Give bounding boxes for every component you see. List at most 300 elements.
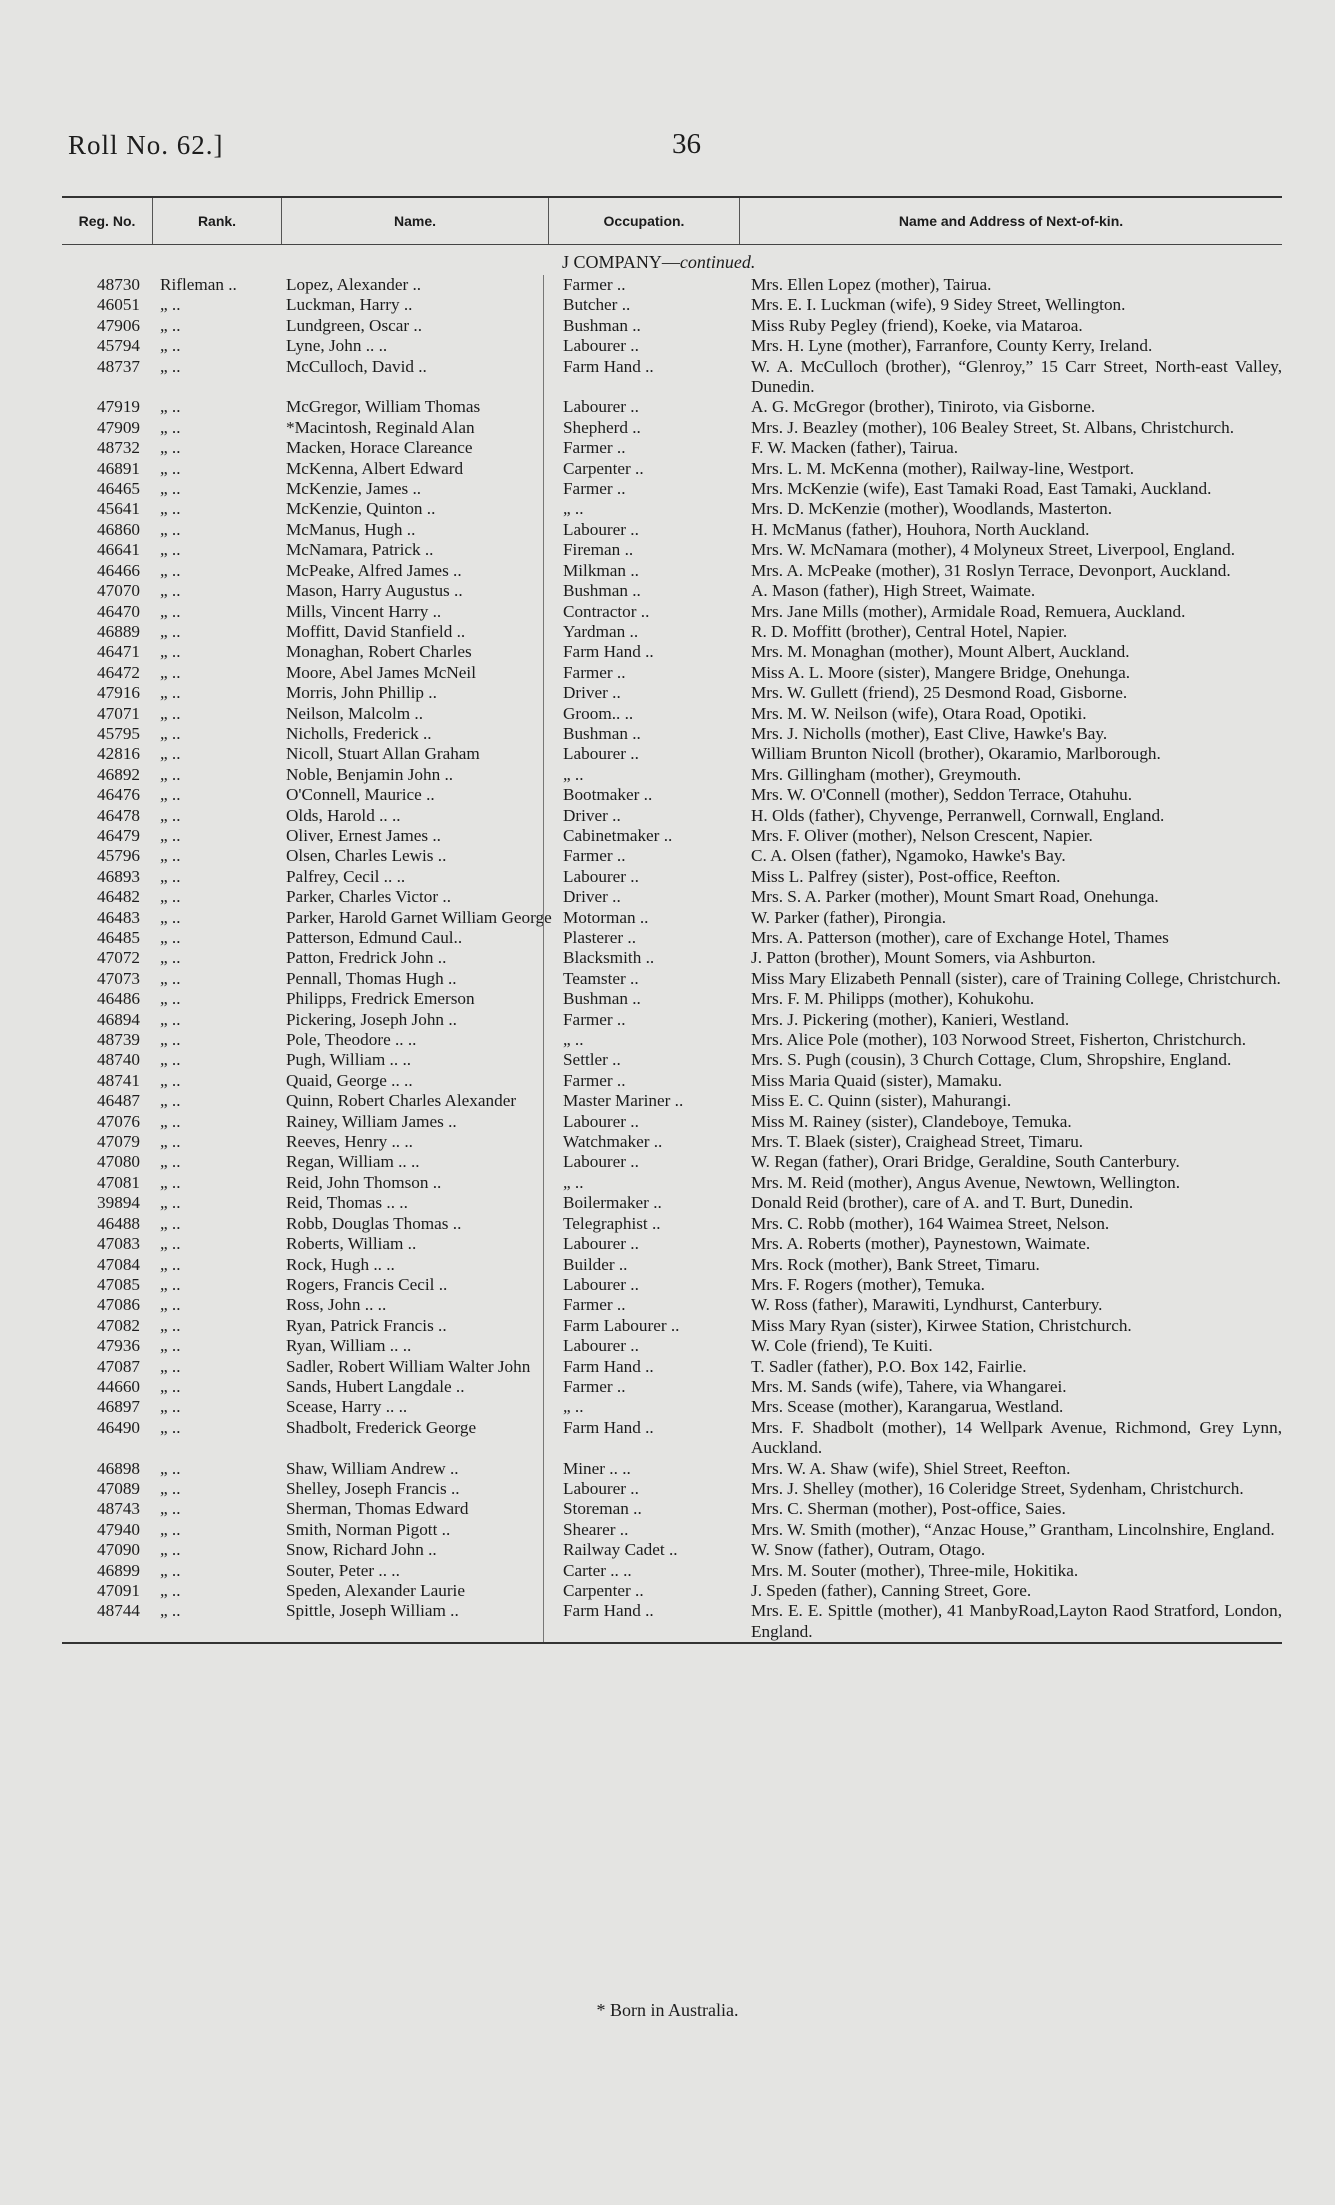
name-cell: *Macintosh, Reginald Alan [286,417,475,437]
next-of-kin-cell: J. Patton (brother), Mount Somers, via Ashburton. [751,948,1096,968]
name-cell: Patterson, Edmund Caul.. [286,928,463,947]
name-cell: McManus, Hugh .. [286,519,416,539]
next-of-kin-cell: Mrs. M. Reid (mother), Angus Avenue, Newtown, Wellington. [751,1172,1181,1192]
reg-no-cell: 46899 [97,1560,140,1580]
next-of-kin-cell: Mrs. L. M. McKenna (mother), Railway-line, Westport. [751,458,1135,478]
occupation-cell: Farmer .. [563,479,626,499]
next-of-kin-cell: Mrs. A. Roberts (mother), Paynestown, Waimate. [751,1234,1091,1254]
table-row [62,438,1282,458]
table-row [62,1295,1282,1315]
next-of-kin-cell: Mrs. W. McNamara (mother), 4 Molyneux Street, Liverpool, England. [751,540,1236,560]
occupation-cell: Driver .. [563,887,621,907]
table-row [62,1255,1282,1275]
nominal-roll-table [62,196,1282,1644]
name-cell: Sadler, Robert William Walter John [286,1356,531,1376]
name-cell: Quaid, George .. .. [286,1070,413,1090]
occupation-cell: Bushman .. [563,581,641,601]
table-row [62,989,1282,1009]
page-header [62,130,1282,170]
name-cell: Ross, John .. .. [286,1295,387,1315]
occupation-cell: Labourer .. [563,1274,639,1294]
name-cell: Reid, Thomas .. .. [286,1193,408,1213]
name-cell: Palfrey, Cecil .. .. [286,866,406,886]
next-of-kin-cell: Mrs. M. W. Neilson (wife), Otara Road, Opotiki. [751,703,1087,723]
reg-no-cell: 47936 [97,1336,140,1356]
reg-no-cell: 46641 [97,540,140,560]
occupation-cell: „ .. [563,764,584,784]
table-row [62,1193,1282,1213]
table-row [62,275,1282,295]
table-row [62,459,1282,479]
next-of-kin-cell: Miss Mary Ryan (sister), Kirwee Station, Christchurch. [751,1315,1132,1335]
reg-no-cell: 46471 [97,642,140,662]
rank-cell: „ .. [160,499,181,519]
next-of-kin-cell: Mrs. F. Shadbolt (mother), 14 Wellpark Avenue, Richmond, Grey Lynn, Auckland. [751,1417,1282,1458]
reg-no-cell: 47906 [97,315,140,335]
roll-label: Roll No. 62.] [68,130,224,160]
occupation-cell: Farm Hand .. [563,1417,654,1437]
next-of-kin-cell: Mrs. McKenzie (wife), East Tamaki Road, East Tamaki, Auckland. [751,479,1212,499]
table-row [62,1152,1282,1172]
occupation-cell: Settler .. [563,1050,621,1070]
reg-no-cell: 46488 [97,1213,140,1233]
rank-cell: „ .. [160,1295,181,1315]
table-row [62,1459,1282,1479]
table-row [62,765,1282,785]
occupation-cell: Contractor .. [563,601,650,621]
reg-no-cell: 47083 [97,1234,140,1254]
name-cell: Parker, Charles Victor .. [286,887,452,907]
next-of-kin-cell: Mrs. S. Pugh (cousin), 3 Church Cottage, Clum, Shropshire, England. [751,1050,1232,1070]
rank-cell: „ .. [160,1132,181,1152]
next-of-kin-cell: Mrs. J. Pickering (mother), Kanieri, Westland. [751,1009,1070,1029]
table-row [62,1581,1282,1601]
reg-no-cell: 45641 [97,499,140,519]
table-row [62,1214,1282,1234]
occupation-cell: Labourer .. [563,519,639,539]
table-row [62,785,1282,805]
occupation-cell: Miner .. .. [563,1458,631,1478]
rank-cell: „ .. [160,1193,181,1213]
reg-no-cell: 46486 [97,989,140,1009]
table-row [62,1275,1282,1295]
table-row [62,397,1282,417]
reg-no-cell: 47085 [97,1274,140,1294]
occupation-cell: Boilermaker .. [563,1193,662,1213]
rank-cell: „ .. [160,1519,181,1539]
rank-cell: „ .. [160,1172,181,1192]
occupation-cell: Shepherd .. [563,417,641,437]
reg-no-cell: 48732 [97,438,140,458]
rank-cell: „ .. [160,703,181,723]
name-cell: Moore, Abel James McNeil [286,662,476,682]
next-of-kin-cell: William Brunton Nicoll (brother), Okaramio, Marlborough. [751,744,1161,764]
rank-cell: „ .. [160,968,181,988]
name-cell: Speden, Alexander Laurie [286,1581,465,1600]
table-row [62,663,1282,683]
table-row [62,418,1282,438]
reg-no-cell: 48741 [97,1070,140,1090]
rank-cell: „ .. [160,601,181,621]
table-row [62,1520,1282,1540]
name-cell: Olsen, Charles Lewis .. [286,846,447,866]
occupation-cell: Labourer .. [563,744,639,764]
rank-cell: „ .. [160,417,181,437]
reg-no-cell: 46891 [97,458,140,478]
rank-cell: „ .. [160,1315,181,1335]
rank-cell: „ .. [160,1417,181,1437]
name-cell: Rogers, Francis Cecil .. [286,1274,448,1294]
occupation-cell: Cabinetmaker .. [563,825,673,845]
rank-cell: „ .. [160,1397,181,1417]
occupation-cell: Farm Hand .. [563,1356,654,1376]
section-title [62,245,1282,275]
next-of-kin-cell: Mrs. W. O'Connell (mother), Seddon Terrace, Otahuhu. [751,785,1133,805]
occupation-cell: Plasterer .. [563,928,637,947]
rank-cell: „ .. [160,1560,181,1580]
occupation-cell: Labourer .. [563,1152,639,1172]
reg-no-cell: 47909 [97,417,140,437]
next-of-kin-cell: W. A. McCulloch (brother), “Glenroy,” 15 Carr Street, North-east Valley, Dunedin. [751,356,1282,397]
table-row [62,1234,1282,1254]
reg-no-cell: 46898 [97,1458,140,1478]
reg-no-cell: 47073 [97,968,140,988]
rank-cell: „ .. [160,1152,181,1172]
next-of-kin-cell: Mrs. C. Robb (mother), 164 Waimea Street, Nelson. [751,1213,1110,1233]
reg-no-cell: 44660 [97,1376,140,1396]
name-cell: Nicholls, Frederick .. [286,723,432,743]
reg-no-cell: 45795 [97,723,140,743]
occupation-cell: Farmer .. [563,275,626,294]
rank-cell: „ .. [160,1254,181,1274]
table-row [62,1010,1282,1030]
table-row [62,1479,1282,1499]
rank-cell: „ .. [160,662,181,682]
rank-cell: „ .. [160,948,181,968]
col-next-of-kin: Name and Address of Next-of-kin. [739,198,1282,244]
rank-cell: „ .. [160,540,181,560]
next-of-kin-cell: Mrs. Rock (mother), Bank Street, Timaru. [751,1254,1040,1274]
rank-cell: „ .. [160,438,181,458]
next-of-kin-cell: Mrs. J. Nicholls (mother), East Clive, Hawke's Bay. [751,723,1108,743]
next-of-kin-cell: Mrs. J. Beazley (mother), 106 Bealey Street, St. Albans, Christchurch. [751,417,1235,437]
rank-cell: „ .. [160,1050,181,1070]
name-cell: Robb, Douglas Thomas .. [286,1213,462,1233]
occupation-cell: Labourer .. [563,1336,639,1356]
occupation-cell: Farmer .. [563,1009,626,1029]
name-cell: Neilson, Malcolm .. [286,703,424,723]
occupation-cell: Farm Hand .. [563,642,654,662]
occupation-cell: „ .. [563,1172,584,1192]
table-row [62,887,1282,907]
occupation-cell: Motorman .. [563,907,649,927]
rank-cell: „ .. [160,1009,181,1029]
rank-cell: „ .. [160,1499,181,1519]
name-cell: McCulloch, David .. [286,356,427,376]
rank-cell: „ .. [160,1540,181,1560]
reg-no-cell: 48743 [97,1499,140,1519]
reg-no-cell: 48740 [97,1050,140,1070]
name-cell: Mason, Harry Augustus .. [286,581,463,601]
occupation-cell: Labourer .. [563,1234,639,1254]
rank-cell: Rifleman .. [160,275,237,294]
reg-no-cell: 46860 [97,519,140,539]
table-row [62,1561,1282,1581]
name-cell: Smith, Norman Pigott .. [286,1519,451,1539]
occupation-cell: Farmer .. [563,662,626,682]
name-cell: Rainey, William James .. [286,1111,457,1131]
name-cell: McKenna, Albert Edward [286,458,464,478]
reg-no-cell: 47076 [97,1111,140,1131]
reg-no-cell: 47079 [97,1132,140,1152]
column-headers [62,198,1282,244]
next-of-kin-cell: J. Speden (father), Canning Street, Gore. [751,1581,1032,1600]
occupation-cell: Farm Hand .. [563,356,654,376]
rank-cell: „ .. [160,1336,181,1356]
occupation-cell: Shearer .. [563,1519,629,1539]
page-number: 36 [672,128,701,160]
reg-no-cell: 46897 [97,1397,140,1417]
occupation-cell: „ .. [563,1397,584,1417]
next-of-kin-cell: Mrs. E. E. Spittle (mother), 41 ManbyRoad,Layton Raod Stratford, London, England. [751,1601,1282,1641]
name-cell: McGregor, William Thomas [286,397,481,417]
name-cell: Noble, Benjamin John .. [286,764,454,784]
rank-cell: „ .. [160,744,181,764]
table-row [62,295,1282,315]
occupation-cell: Farm Labourer .. [563,1315,680,1335]
table-row [62,948,1282,968]
occupation-cell: „ .. [563,1030,584,1050]
name-cell: Parker, Harold Garnet William George [286,907,552,927]
name-cell: Regan, William .. .. [286,1152,420,1172]
next-of-kin-cell: W. Regan (father), Orari Bridge, Geraldine, South Canterbury. [751,1152,1180,1172]
name-cell: Snow, Richard John .. [286,1540,437,1560]
col-rank: Rank. [152,198,281,244]
rank-cell: „ .. [160,356,181,376]
reg-no-cell: 46487 [97,1091,140,1111]
name-cell: Patton, Fredrick John .. [286,948,447,968]
reg-no-cell: 47089 [97,1478,140,1498]
name-cell: Mills, Vincent Harry .. [286,601,442,621]
reg-no-cell: 47087 [97,1356,140,1376]
occupation-cell: Driver .. [563,805,621,825]
reg-no-cell: 47082 [97,1315,140,1335]
next-of-kin-cell: F. W. Macken (father), Tairua. [751,438,959,458]
table-row [62,316,1282,336]
next-of-kin-cell: A. G. McGregor (brother), Tiniroto, via Gisborne. [751,397,1096,417]
table-row [62,1540,1282,1560]
name-cell: Reeves, Henry .. .. [286,1132,413,1152]
reg-no-cell: 46479 [97,825,140,845]
rank-cell: „ .. [160,560,181,580]
name-cell: Shadbolt, Frederick George [286,1417,477,1437]
table-row [62,867,1282,887]
occupation-cell: Carpenter .. [563,458,644,478]
occupation-cell: Bushman .. [563,723,641,743]
reg-no-cell: 48737 [97,356,140,376]
occupation-cell: Yardman .. [563,621,639,641]
next-of-kin-cell: Mrs. W. Smith (mother), “Anzac House,” Grantham, Lincolnshire, England. [751,1519,1275,1539]
next-of-kin-cell: W. Ross (father), Marawiti, Lyndhurst, Canterbury. [751,1295,1103,1315]
name-cell: Quinn, Robert Charles Alexander [286,1091,517,1111]
next-of-kin-cell: Mrs. E. I. Luckman (wife), 9 Sidey Street, Wellington. [751,295,1126,315]
next-of-kin-cell: Mrs. Gillingham (mother), Greymouth. [751,764,1022,784]
next-of-kin-cell: Miss M. Rainey (sister), Clandeboye, Temuka. [751,1111,1072,1131]
table-row [62,1397,1282,1417]
table-row [62,908,1282,928]
name-cell: McKenzie, Quinton .. [286,499,436,519]
rank-cell: „ .. [160,295,181,315]
name-cell: Moffitt, David Stanfield .. [286,621,466,641]
table-row [62,1050,1282,1070]
next-of-kin-cell: W. Cole (friend), Te Kuiti. [751,1336,933,1356]
name-cell: Scease, Harry .. .. [286,1397,408,1417]
reg-no-cell: 47919 [97,397,140,417]
next-of-kin-cell: Mrs. A. McPeake (mother), 31 Roslyn Terrace, Devonport, Auckland. [751,560,1231,580]
next-of-kin-cell: Mrs. W. A. Shaw (wife), Shiel Street, Reefton. [751,1458,1071,1478]
table-row [62,806,1282,826]
next-of-kin-cell: Mrs. M. Sands (wife), Tahere, via Whangarei. [751,1376,1067,1396]
occupation-cell: „ .. [563,499,584,519]
table-row [62,1030,1282,1050]
rank-cell: „ .. [160,764,181,784]
name-cell: Shaw, William Andrew .. [286,1458,459,1478]
rank-cell: „ .. [160,1601,181,1621]
next-of-kin-cell: W. Snow (father), Outram, Otago. [751,1540,986,1560]
name-cell: Pickering, Joseph John .. [286,1009,457,1029]
reg-no-cell: 46892 [97,764,140,784]
rank-cell: „ .. [160,642,181,662]
table-row [62,1112,1282,1132]
reg-no-cell: 46051 [97,295,140,315]
reg-no-cell: 42816 [97,744,140,764]
name-cell: Lyne, John .. .. [286,336,388,356]
next-of-kin-cell: A. Mason (father), High Street, Waimate. [751,581,1036,601]
reg-no-cell: 46889 [97,621,140,641]
next-of-kin-cell: Miss Maria Quaid (sister), Mamaku. [751,1070,1003,1090]
occupation-cell: Groom.. .. [563,703,634,723]
name-cell: Macken, Horace Clareance [286,438,473,458]
next-of-kin-cell: Miss Ruby Pegley (friend), Koeke, via Mataroa. [751,315,1083,335]
reg-no-cell: 48739 [97,1030,140,1050]
name-cell: O'Connell, Maurice .. [286,785,435,805]
table-row [62,540,1282,560]
reg-no-cell: 46894 [97,1009,140,1029]
name-cell: Lundgreen, Oscar .. [286,315,423,335]
reg-no-cell: 47940 [97,1519,140,1539]
rank-cell: „ .. [160,621,181,641]
next-of-kin-cell: Mrs. D. McKenzie (mother), Woodlands, Masterton. [751,499,1113,519]
occupation-cell: Labourer .. [563,336,639,356]
next-of-kin-cell: Mrs. S. A. Parker (mother), Mount Smart Road, Onehunga. [751,887,1159,907]
rank-cell: „ .. [160,1030,181,1050]
next-of-kin-cell: T. Sadler (father), P.O. Box 142, Fairlie. [751,1356,1027,1376]
name-cell: McKenzie, James .. [286,479,422,499]
table-row [62,479,1282,499]
name-cell: Sherman, Thomas Edward [286,1499,469,1519]
col-occupation: Occupation. [548,198,739,244]
table-bottom-rule [62,1642,1282,1644]
next-of-kin-cell: Mrs. W. Gullett (friend), 25 Desmond Road, Gisborne. [751,683,1128,703]
name-cell: Roberts, William .. [286,1234,417,1254]
table-row [62,1499,1282,1519]
next-of-kin-cell: Mrs. Jane Mills (mother), Armidale Road, Remuera, Auckland. [751,601,1186,621]
next-of-kin-cell: Miss Mary Elizabeth Pennall (sister), care of Training College, Christchurch. [751,968,1281,988]
name-cell: Nicoll, Stuart Allan Graham [286,744,480,764]
reg-no-cell: 46466 [97,560,140,580]
next-of-kin-cell: Miss L. Palfrey (sister), Post-office, Reefton. [751,866,1061,886]
next-of-kin-cell: H. Olds (father), Chyvenge, Perranwell, Cornwall, England. [751,805,1165,825]
reg-no-cell: 46490 [97,1417,140,1437]
rank-cell: „ .. [160,1070,181,1090]
next-of-kin-cell: Miss E. C. Quinn (sister), Mahurangi. [751,1091,1012,1111]
occupation-cell: Driver .. [563,683,621,703]
next-of-kin-cell: C. A. Olsen (father), Ngamoko, Hawke's Bay. [751,846,1066,866]
next-of-kin-cell: Mrs. F. Oliver (mother), Nelson Crescent, Napier. [751,825,1093,845]
rank-cell: „ .. [160,1091,181,1111]
next-of-kin-cell: Mrs. M. Monaghan (mother), Mount Albert, Auckland. [751,642,1130,662]
rank-cell: „ .. [160,723,181,743]
rank-cell: „ .. [160,846,181,866]
table-row [62,724,1282,744]
rank-cell: „ .. [160,581,181,601]
rank-cell: „ .. [160,683,181,703]
rank-cell: „ .. [160,1581,181,1600]
table-row [62,1601,1282,1642]
occupation-cell: Blacksmith .. [563,948,655,968]
rank-cell: „ .. [160,397,181,417]
rank-cell: „ .. [160,887,181,907]
occupation-cell: Bushman .. [563,989,641,1009]
rank-cell: „ .. [160,805,181,825]
name-cell: Souter, Peter .. .. [286,1560,400,1580]
reg-no-cell: 48730 [97,275,140,294]
next-of-kin-cell: Mrs. Alice Pole (mother), 103 Norwood Street, Fisherton, Christchurch. [751,1030,1247,1050]
name-cell: Philipps, Fredrick Emerson [286,989,475,1009]
table-row [62,1132,1282,1152]
occupation-cell: Labourer .. [563,1478,639,1498]
occupation-cell: Storeman .. [563,1499,642,1519]
name-cell: Luckman, Harry .. [286,295,413,315]
reg-no-cell: 47072 [97,948,140,968]
table-row [62,336,1282,356]
rank-cell: „ .. [160,1478,181,1498]
rank-cell: „ .. [160,1213,181,1233]
table-row [62,683,1282,703]
occupation-cell: Builder .. [563,1254,628,1274]
name-cell: Pennall, Thomas Hugh .. [286,968,457,988]
next-of-kin-cell: Mrs. Scease (mother), Karangarua, Westland. [751,1397,1064,1417]
rank-cell: „ .. [160,1376,181,1396]
table-row [62,1091,1282,1111]
occupation-cell: Labourer .. [563,397,639,417]
occupation-cell: Labourer .. [563,866,639,886]
next-of-kin-cell: Mrs. A. Patterson (mother), care of Exchange Hotel, Thames [751,928,1169,947]
reg-no-cell: 39894 [97,1193,140,1213]
reg-no-cell: 47070 [97,581,140,601]
continued-label: continued. [679,252,756,272]
occupation-cell: Milkman .. [563,560,639,580]
occupation-cell: Farmer .. [563,438,626,458]
rank-cell: „ .. [160,1274,181,1294]
table-row [62,826,1282,846]
reg-no-cell: 46472 [97,662,140,682]
table-row [62,1173,1282,1193]
next-of-kin-cell: Miss A. L. Moore (sister), Mangere Bridge, Onehunga. [751,662,1131,682]
name-cell: Shelley, Joseph Francis .. [286,1478,460,1498]
reg-no-cell: 47916 [97,683,140,703]
table-row [62,1071,1282,1091]
